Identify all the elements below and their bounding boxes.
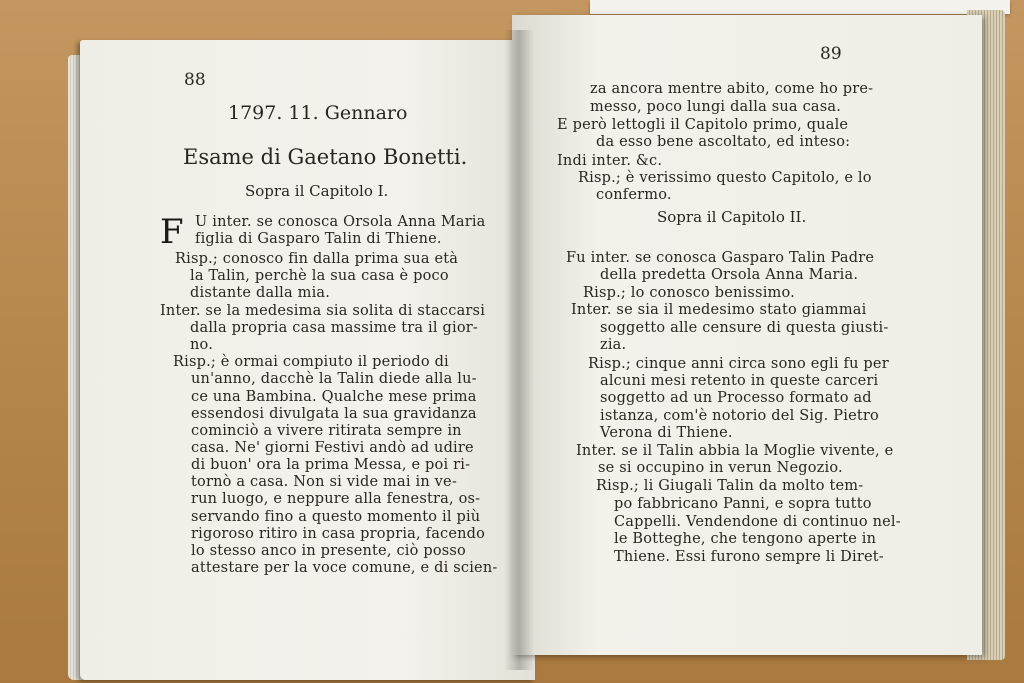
text-line: Risp.; cinque anni circa sono egli fu per [588,356,889,372]
examination-heading: Esame di Gaetano Bonetti. [183,145,468,169]
text-line: ce una Bambina. Qualche mese prima [191,389,477,405]
text-line: Thiene. Essi furono sempre li Diret- [614,549,884,565]
text-line: Inter. se il Talin abbia la Moglie vivente, e [576,443,894,459]
text-line: attestare per la voce comune, e di scien- [191,560,498,576]
text-line: soggetto alle censure di questa giusti- [600,320,889,336]
section-heading-right: Sopra il Capitolo II. [657,208,807,226]
text-line: di buon' ora la prima Messa, e poi ri- [191,457,471,473]
text-line: casa. Ne' giorni Festivi andò ad udire [191,440,474,456]
text-line: tornò a casa. Non si vide mai in ve- [191,474,457,490]
text-line: Inter. se sia il medesimo stato giammai [571,302,867,318]
text-line: della predetta Orsola Anna Maria. [600,267,859,283]
text-line: za ancora mentre abito, come ho pre- [590,81,874,97]
text-line: distante dalla mia. [190,285,331,301]
text-line: istanza, com'è notorio del Sig. Pietro [600,408,879,424]
text-line: figlia di Gasparo Talin di Thiene. [195,231,442,247]
text-line: no. [190,337,214,353]
text-line: Indi inter. &c. [557,153,663,169]
text-line: dalla propria casa massime tra il gior- [190,320,478,336]
text-line: rigoroso ritiro in casa propria, facendo [191,526,486,542]
text-line: le Botteghe, che tengono aperte in [614,531,877,547]
text-line: po fabbricano Panni, e sopra tutto [614,496,872,512]
text-line: essendosi divulgata la sua gravidanza [191,406,477,422]
text-line: Cappelli. Vendendone di continuo nel- [614,514,901,530]
text-line: da esso bene ascoltato, ed inteso: [596,134,851,150]
text-line: E però lettogli il Capitolo primo, quale [557,117,849,133]
text-line: la Talin, perchè la sua casa è poco [190,268,449,284]
text-line: zia. [600,337,627,353]
left-page-number: 88 [184,70,206,90]
text-line: servando fino a questo momento il più [191,509,481,525]
text-line: Verona di Thiene. [600,425,733,441]
text-line: Risp.; li Giugali Talin da molto tem- [596,478,864,494]
book-gutter [504,30,534,670]
text-line: Fu inter. se conosca Gasparo Talin Padre [566,250,875,266]
text-line: soggetto ad un Processo formato ad [600,390,872,406]
text-line: Risp.; è verissimo questo Capitolo, e lo [578,170,872,186]
right-page-number: 89 [820,44,842,64]
text-line: Risp.; è ormai compiuto il periodo di [173,354,449,370]
text-line: confermo. [596,187,672,203]
text-line: U inter. se conosca Orsola Anna Maria [195,214,486,230]
text-line: Risp.; lo conosco benissimo. [583,285,795,301]
text-line: messo, poco lungi dalla sua casa. [590,99,842,115]
date-title: 1797. 11. Gennaro [228,102,408,124]
text-line: lo stesso anco in presente, ciò posso [191,543,466,559]
text-line: run luogo, e neppure alla fenestra, os- [191,491,481,507]
text-line: un'anno, dacchè la Talin diede alla lu- [191,371,477,387]
text-line: se si occupino in verun Negozio. [598,460,843,476]
section-heading-left: Sopra il Capitolo I. [245,182,389,200]
text-line: Risp.; conosco fin dalla prima sua età [175,251,459,267]
drop-cap: F [160,212,184,252]
text-line: alcuni mesi retento in queste carceri [600,373,879,389]
text-line: Inter. se la medesima sia solita di staccarsi [160,303,486,319]
text-line: cominciò a vivere ritirata sempre in [191,423,462,439]
